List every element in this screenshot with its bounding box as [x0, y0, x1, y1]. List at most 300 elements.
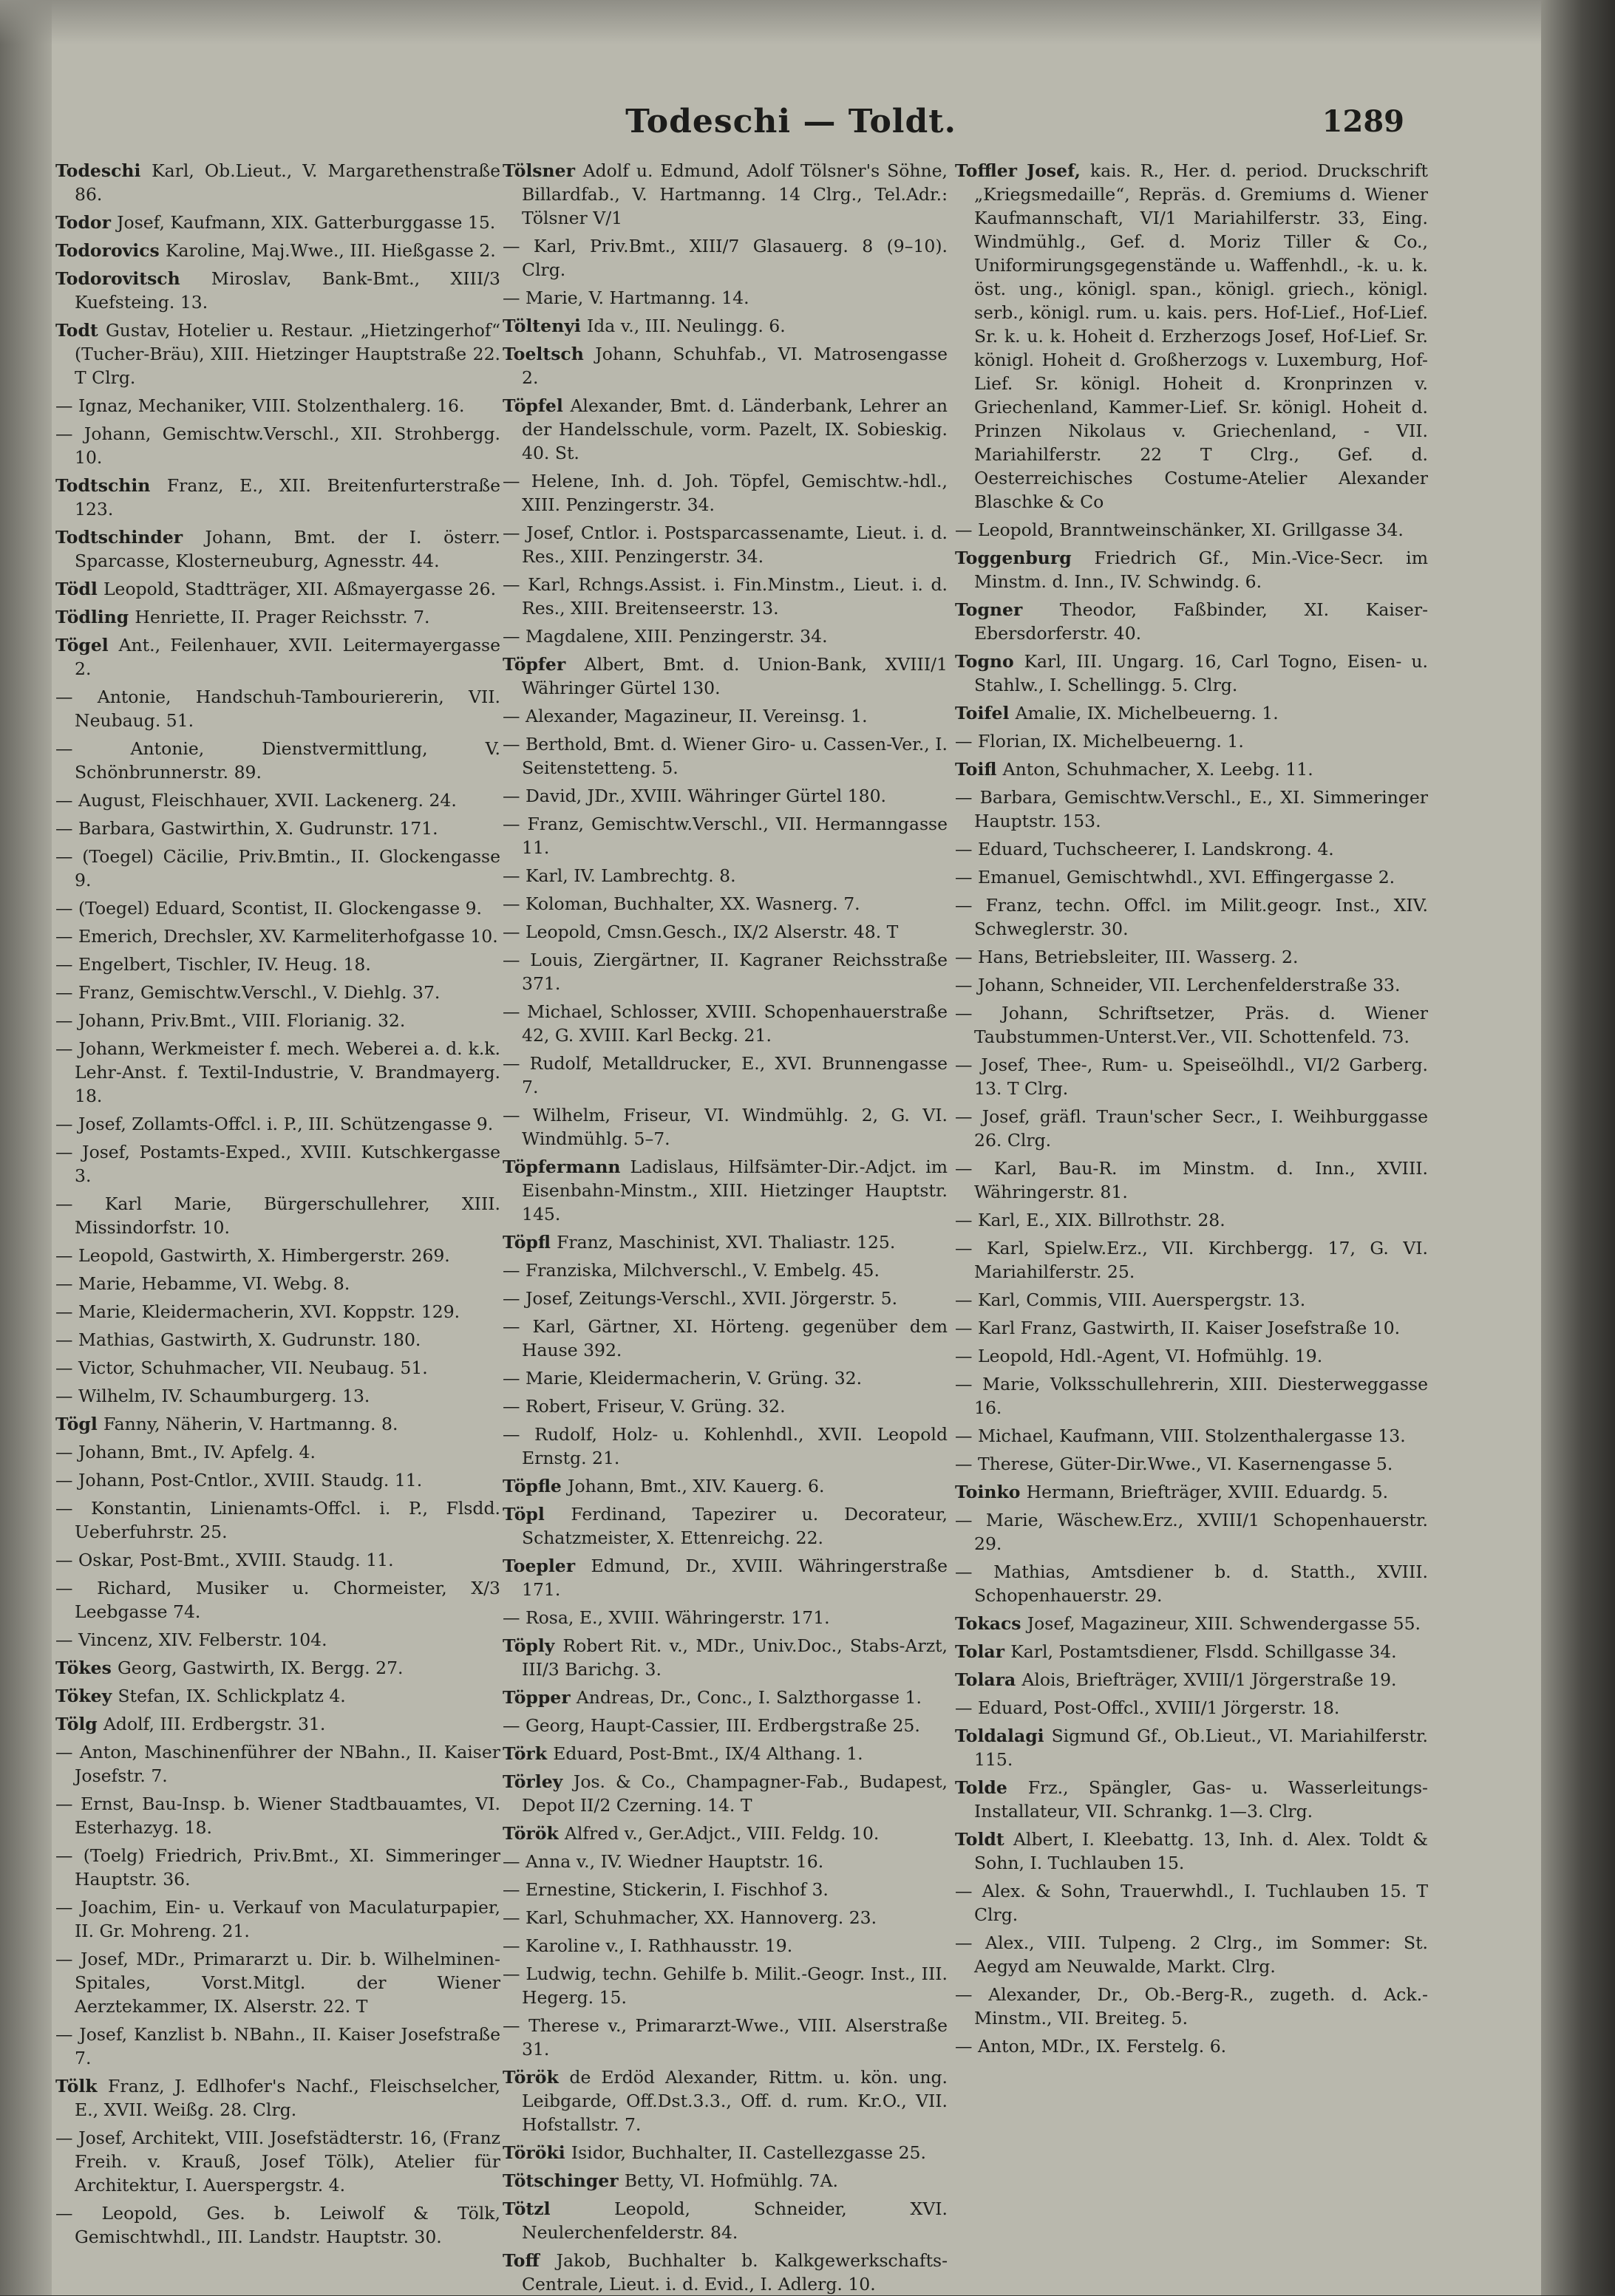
directory-entry: [955, 1696, 1428, 1720]
entry-surname: Toff: [503, 2250, 557, 2271]
entry-details: Ladislaus, Hilfsämter-Dir.-Adjct. im Eisenbahn-Minstm., XIII. Hietzinger Hauptstr. 145.: [522, 1156, 948, 1224]
directory-entry: [503, 1366, 948, 1390]
directory-entry: [503, 2197, 948, 2244]
directory-entry: [955, 1983, 1428, 2030]
entry-details: — David, JDr., XVIII. Währinger Gürtel 180.: [503, 786, 887, 806]
entry-surname: Töröki: [503, 2142, 571, 2163]
directory-entry: [55, 685, 500, 732]
entry-details: — Alexander, Magazineur, II. Vereinsg. 1.: [503, 706, 868, 726]
directory-entry: [503, 892, 948, 916]
directory-entry: [55, 159, 500, 206]
directory-entry: [503, 920, 948, 944]
entry-details: — Ernestine, Stickerin, I. Fischhof 3.: [503, 1879, 829, 1900]
directory-entry: [955, 786, 1428, 833]
entry-details: Stefan, IX. Schlickplatz 4.: [118, 1686, 346, 1706]
entry-details: Eduard, Post-Bmt., IX/4 Althang. 1.: [553, 1743, 863, 1764]
entry-details: Amalie, IX. Michelbeuerng. 1.: [1015, 703, 1279, 723]
entry-details: — Marie, Kleidermacherin, XVI. Koppstr. 129.: [55, 1301, 460, 1322]
entry-details: — Alexander, Dr., Ob.-Berg-R., zugeth. d. Ack.-Minstm., VII. Breiteg. 5.: [955, 1984, 1428, 2028]
directory-entry: [503, 812, 948, 859]
entry-details: — Johann, Werkmeister f. mech. Weberei a. d. k.k. Lehr-Anst. f. Textil-Industrie, V. Brandmayerg. 18.: [55, 1038, 500, 1106]
directory-entry: [503, 1742, 948, 1765]
directory-entry: [55, 474, 500, 521]
entry-surname: Törley: [503, 1771, 574, 1792]
entry-surname: Tödling: [55, 607, 135, 627]
entry-details: — Wilhelm, Friseur, VI. Windmühlg. 2, G. VI. Windmühlg. 5–7.: [503, 1105, 948, 1149]
directory-entry: [55, 1792, 500, 1839]
directory-entry: [955, 1612, 1428, 1635]
entry-details: — Leopold, Branntweinschänker, XI. Grillgasse 34.: [955, 520, 1404, 540]
directory-entry: [955, 1508, 1428, 1556]
entry-details: — Josef, MDr., Primararzt u. Dir. b. Wilhelminen-Spitales, Vorst.Mitgl. der Wiener Aerztekammer, IX. Alserstr. 22. T: [55, 1949, 500, 2017]
entry-details: Sigmund Gf., Ob.Lieut., VI. Mariahilferstr. 115.: [974, 1726, 1428, 1770]
entry-details: — Karl, Priv.Bmt., XIII/7 Glasauerg. 8 (9–10). Clrg.: [503, 236, 948, 280]
entry-details: — Oskar, Post-Bmt., XVIII. Staudg. 11.: [55, 1550, 394, 1570]
entry-details: — Franz, techn. Offcl. im Milit.geogr. Inst., XIV. Schweglerstr. 30.: [955, 895, 1428, 939]
entry-surname: Tokacs: [955, 1613, 1027, 1634]
directory-entry: [955, 1316, 1428, 1340]
directory-entry: [503, 1714, 948, 1737]
directory-entry: [503, 1606, 948, 1629]
directory-entry: [503, 1474, 948, 1498]
entry-details: — Robert, Friseur, V. Grüng. 32.: [503, 1396, 786, 1417]
directory-entry: [55, 1628, 500, 1652]
directory-entry: [503, 2141, 948, 2164]
entry-surname: Török: [503, 2067, 570, 2088]
entry-surname: Töltenyi: [503, 316, 587, 336]
entry-details: — Eduard, Tuchscheerer, I. Landskrong. 4.: [955, 839, 1334, 859]
entry-details: — (Toegel) Eduard, Scontist, II. Glockengasse 9.: [55, 898, 483, 919]
entry-details: — Marie, Kleidermacherin, V. Grüng. 32.: [503, 1368, 863, 1389]
entry-details: Edmund, Dr., XVIII. Währingerstraße 171.: [522, 1556, 948, 1600]
directory-entry: [55, 633, 500, 681]
directory-entry: [503, 2014, 948, 2061]
entry-details: — Hans, Betriebsleiter, III. Wasserg. 2.: [955, 947, 1299, 967]
directory-entry: [503, 469, 948, 517]
directory-entry: [503, 1155, 948, 1226]
entry-surname: Töpfel: [503, 395, 571, 416]
directory-entry: [503, 342, 948, 389]
directory-entry: [503, 1052, 948, 1099]
entry-surname: Toldt: [955, 1829, 1013, 1850]
directory-entry: [955, 159, 1428, 514]
entry-details: Friedrich Gf., Min.-Vice-Secr. im Minstm. d. Inn., IV. Schwindg. 6.: [974, 548, 1428, 592]
directory-entry: [503, 1850, 948, 1873]
directory-entry: [955, 1344, 1428, 1368]
directory-entry: [503, 1423, 948, 1470]
directory-entry: [955, 1452, 1428, 1476]
entry-details: Betty, VI. Hofmühlg. 7A.: [624, 2170, 838, 2191]
entry-surname: Töpper: [503, 1687, 577, 1708]
entry-details: Georg, Gastwirth, IX. Bergg. 27.: [118, 1658, 404, 1678]
entry-details: — August, Fleischhauer, XVII. Lackenerg. 24.: [55, 790, 457, 811]
entry-details: — Emanuel, Gemischtwhdl., XVI. Effingergasse 2.: [955, 867, 1395, 888]
entry-details: Jakob, Buchhalter b. Kalkgewerkschafts-Centrale, Lieut. i. d. Evid., I. Adlerg. 10.: [522, 2250, 948, 2295]
directory-entry: [503, 1878, 948, 1901]
entry-details: — Alex., VIII. Tulpeng. 2 Clrg., im Sommer: St. Aegyd am Neuwalde, Markt. Clrg.: [955, 1932, 1428, 1977]
entry-details: — Karl, Rchngs.Assist. i. Fin.Minstm., Lieut. i. d. Res., XIII. Breitenseerstr. 13.: [503, 574, 948, 619]
entry-details: Karoline, Maj.Wwe., III. Hießgasse 2.: [165, 240, 496, 261]
directory-entry: [55, 1192, 500, 1239]
entry-surname: Tögel: [55, 635, 119, 655]
entry-details: Franz, E., XII. Breitenfurterstraße 123.: [75, 475, 500, 520]
entry-details: — Leopold, Gastwirth, X. Himbergerstr. 269.: [55, 1245, 450, 1266]
entry-details: Albert, Bmt. d. Union-Bank, XVIII/1 Währinger Gürtel 130.: [522, 654, 948, 698]
directory-entry: [55, 1440, 500, 1464]
directory-entry: [55, 896, 500, 920]
entry-details: Alexander, Bmt. d. Länderbank, Lehrer an der Handelsschule, vorm. Pazelt, IX. Sobieskig. 40. St.: [522, 395, 948, 463]
directory-entry: [503, 1315, 948, 1362]
entry-details: — Marie, Volksschullehrerin, XIII. Diesterweggasse 16.: [955, 1374, 1428, 1418]
directory-entry: [955, 757, 1428, 781]
directory-entry: [55, 605, 500, 629]
directory-entry: [55, 737, 500, 784]
entry-details: — Therese, Güter-Dir.Wwe., VI. Kasernengasse 5.: [955, 1454, 1393, 1474]
entry-details: — Johann, Bmt., IV. Apfelg. 4.: [55, 1442, 316, 1462]
entry-details: kais. R., Her. d. period. Druckschrift „Kriegsmedaille“, Repräs. d. Gremiums d. Wiener Kaufmannschaft, VI/1 Mariahilferstr. 33, Eing. Windmühlg., Gef. d. Moriz Tiller & Co., Uniformirungsgegenstände u. Waffenhdl., -k. u. k. öst. ung., königl. span., königl. griech., königl. serb., königl. rum. u. kais. pers. Hof-Lief., Hof-Lief. Sr. k. u. k. Hoheit d. Erzherzogs Josef, Hof-Lief. Sr. königl. Hoheit d. Großherzogs v. Luxemburg, Hof-Lief. Sr. königl. Hoheit d. Kronprinzen v. Griechenland, Kammer-Lief. Sr. königl. Hoheit d. Prinzen Nikolaus v. Griechenland, - VII. Mariahilferstr. 22 T Clrg., Gef. d. Oesterreichisches Costume-Atelier Alexander Blaschke & Co: [974, 160, 1428, 512]
entry-surname: Todorovics: [55, 240, 166, 261]
entry-details: — Anton, MDr., IX. Ferstelg. 6.: [955, 2036, 1227, 2057]
entry-details: — Anna v., IV. Wiedner Hauptstr. 16.: [503, 1851, 824, 1872]
entry-details: — Karl, Commis, VIII. Auerspergstr. 13.: [955, 1290, 1306, 1310]
directory-entry: [955, 1560, 1428, 1607]
entry-details: — Johann, Post-Cntlor., XVIII. Staudg. 11.: [55, 1470, 423, 1491]
directory-entry: [503, 2169, 948, 2193]
entry-surname: Tötschinger: [503, 2170, 625, 2191]
directory-entry: [503, 864, 948, 888]
directory-entry: [55, 1947, 500, 2018]
entry-details: — Leopold, Ges. b. Leiwolf & Tölk, Gemischtwhdl., III. Landstr. Hauptstr. 30.: [55, 2203, 500, 2247]
entry-details: — Josef, Zollamts-Offcl. i. P., III. Schützengasse 9.: [55, 1114, 494, 1134]
entry-details: Anton, Schuhmacher, X. Leebg. 11.: [1002, 759, 1313, 780]
directory-entry: [55, 1684, 500, 1708]
directory-entry: [503, 159, 948, 230]
entry-details: — Johann, Gemischtw.Verschl., XII. Strohbergg. 10.: [55, 423, 500, 468]
entry-details: Ant., Feilenhauer, XVII. Leitermayergasse 2.: [75, 635, 501, 679]
directory-entry: [55, 924, 500, 948]
directory-entry: [503, 784, 948, 808]
entry-details: — Joachim, Ein- u. Verkauf von Maculaturpapier, II. Gr. Mohreng. 21.: [55, 1897, 500, 1941]
entry-details: Alois, Briefträger, XVIII/1 Jörgerstraße 19.: [1021, 1669, 1397, 1690]
entry-details: — Josef, Postamts-Exped., XVIII. Kutschkergasse 3.: [55, 1142, 500, 1186]
entry-details: — Helene, Inh. d. Joh. Töpfel, Gemischtw.-hdl., XIII. Penzingerstr. 34.: [503, 471, 948, 515]
directory-entry: [955, 2034, 1428, 2058]
entry-details: — Wilhelm, IV. Schaumburgerg. 13.: [55, 1386, 370, 1406]
directory-entry: [955, 1053, 1428, 1100]
directory-entry: [503, 704, 948, 728]
directory-entry: [503, 1103, 948, 1151]
page-gutter-shadow: [0, 0, 52, 2295]
entry-surname: Togno: [955, 651, 1024, 672]
entry-details: Albert, I. Kleebattg. 13, Inh. d. Alex. Toldt & Sohn, I. Tuchlauben 15.: [974, 1829, 1428, 1873]
directory-entry: [55, 525, 500, 573]
entry-surname: Tödl: [55, 579, 103, 599]
entry-details: — Antonie, Handschuh-Tambouriererin, VII. Neubaug. 51.: [55, 687, 500, 731]
directory-entry: [955, 893, 1428, 941]
entry-surname: Töpfle: [503, 1476, 568, 1496]
entry-details: — Rosa, E., XVIII. Währingerstr. 171.: [503, 1607, 830, 1628]
directory-entry: [55, 1112, 500, 1136]
directory-entry: [55, 1656, 500, 1680]
entry-details: — Karl Marie, Bürgerschullehrer, XIII. Missindorfstr. 10.: [55, 1193, 500, 1238]
column-2: [503, 159, 948, 2295]
directory-entry: [55, 1140, 500, 1188]
entry-details: — Koloman, Buchhalter, XX. Wasnerg. 7.: [503, 893, 860, 914]
directory-entry: [955, 546, 1428, 593]
directory-entry: [503, 732, 948, 780]
entry-details: — Josef, Zeitungs-Verschl., XVII. Jörgerstr. 5.: [503, 1288, 898, 1309]
entry-details: — Engelbert, Tischler, IV. Heug. 18.: [55, 954, 371, 975]
directory-entry: [55, 2126, 500, 2197]
directory-entry: [55, 2074, 500, 2122]
entry-details: — Josef, Architekt, VIII. Josefstädterstr. 16, (Franz Freih. v. Krauß, Josef Tölk), Atelier für Architektur, I. Auerspergstr. 4.: [55, 2128, 500, 2195]
entry-surname: Tölg: [55, 1714, 103, 1734]
directory-entry: [955, 1776, 1428, 1823]
entry-surname: Tölsner: [503, 160, 583, 181]
directory-entry: [55, 1384, 500, 1408]
entry-surname: Toggenburg: [955, 548, 1095, 568]
entry-surname: Törk: [503, 1743, 554, 1764]
directory-entry: [55, 1844, 500, 1891]
directory-entry: [503, 1000, 948, 1047]
entry-surname: Töply: [503, 1635, 563, 1656]
entry-details: Alfred v., Ger.Adjct., VIII. Feldg. 10.: [564, 1823, 880, 1844]
directory-entry: [55, 422, 500, 469]
directory-entry: [955, 1372, 1428, 1420]
directory-entry: [503, 521, 948, 568]
entry-surname: Töpfer: [503, 654, 585, 675]
directory-entry: [55, 1356, 500, 1380]
entry-surname: Togner: [955, 599, 1060, 620]
entry-details: — Josef, Cntlor. i. Postsparcassenamte, Lieut. i. d. Res., XIII. Penzingerstr. 34.: [503, 522, 948, 567]
entry-details: — Johann, Priv.Bmt., VIII. Florianig. 32.: [55, 1010, 406, 1031]
directory-entry: [503, 1554, 948, 1601]
entry-details: — Franziska, Milchverschl., V. Embelg. 45.: [503, 1260, 880, 1281]
entry-details: Johann, Bmt. der I. österr. Sparcasse, Klosterneuburg, Agnesstr. 44.: [75, 527, 500, 571]
directory-entry: [55, 1895, 500, 1943]
entry-surname: Todtschin: [55, 475, 167, 496]
entry-details: Isidor, Buchhalter, II. Castellezgasse 25.: [571, 2142, 926, 2163]
directory-entry: [955, 598, 1428, 645]
directory-entry: [55, 1328, 500, 1352]
page-header: [148, 100, 1434, 159]
entry-surname: Toifel: [955, 703, 1016, 723]
directory-entry: [503, 1906, 948, 1929]
entry-details: — (Toegel) Cäcilie, Priv.Bmtin., II. Glockengasse 9.: [55, 846, 500, 890]
directory-entry: [503, 1822, 948, 1845]
entry-details: — Antonie, Dienstvermittlung, V. Schönbrunnerstr. 89.: [55, 738, 500, 783]
book-page-edges: [1541, 0, 1615, 2295]
entry-details: Adolf u. Edmund, Adolf Tölsner's Söhne, Billardfab., V. Hartmanng. 14 Clrg., Tel.Adr.: Tölsner V/1: [522, 160, 948, 228]
directory-entry: [503, 1502, 948, 1550]
entry-details: — Karl, Spielw.Erz., VII. Kirchbergg. 17, G. VI. Mariahilferstr. 25.: [955, 1238, 1428, 1282]
directory-entry: [55, 953, 500, 976]
entry-details: — Marie, V. Hartmanng. 14.: [503, 287, 749, 308]
directory-entry: [503, 1770, 948, 1817]
directory-entry: [955, 1879, 1428, 1927]
entry-details: Johann, Schuhfab., VI. Matrosengasse 2.: [522, 344, 948, 388]
entry-surname: Toldalagi: [955, 1726, 1052, 1746]
directory-entry: [955, 1288, 1428, 1312]
entry-details: — Karl, Gärtner, XI. Hörteng. gegenüber dem Hause 392.: [503, 1316, 948, 1360]
directory-entry: [55, 1300, 500, 1324]
entry-details: — Karl, E., XIX. Billrothstr. 28.: [955, 1210, 1225, 1230]
directory-entry: [55, 2023, 500, 2070]
entry-details: — Mathias, Amtsdiener b. d. Statth., XVIII. Schopenhauerstr. 29.: [955, 1561, 1428, 1606]
page-number: 1289: [1322, 104, 1404, 139]
directory-entry: [955, 945, 1428, 969]
entry-details: — Barbara, Gastwirthin, X. Gudrunstr. 171.: [55, 818, 438, 839]
entry-details: Franz, J. Edlhofer's Nachf., Fleischselcher, E., XVII. Weißg. 28. Clrg.: [75, 2076, 500, 2120]
entry-surname: Toeltsch: [503, 344, 596, 364]
entry-details: — Franz, Gemischtw.Verschl., V. Diehlg. 37.: [55, 982, 441, 1003]
entry-details: — Eduard, Post-Offcl., XVIII/1 Jörgerstr. 18.: [955, 1697, 1340, 1718]
entry-surname: Tötzl: [503, 2198, 615, 2219]
directory-entry: [55, 1496, 500, 1544]
directory-entry: [55, 1548, 500, 1572]
directory-entry: [55, 1468, 500, 1492]
directory-entry: [503, 624, 948, 648]
entry-details: — Vincenz, XIV. Felberstr. 104.: [55, 1629, 327, 1650]
entry-details: Josef, Magazineur, XIII. Schwendergasse 55.: [1027, 1613, 1421, 1634]
directory-entry: [55, 981, 500, 1004]
entry-details: — Florian, IX. Michelbeuerng. 1.: [955, 731, 1244, 752]
directory-entry: [955, 1236, 1428, 1284]
entry-details: Theodor, Faßbinder, XI. Kaiser-Ebersdorferstr. 40.: [974, 599, 1429, 644]
directory-entry: [955, 1001, 1428, 1049]
entry-details: — Karl, Bau-R. im Minstm. d. Inn., XVIII. Währingerstr. 81.: [955, 1158, 1428, 1202]
directory-entry: [55, 1272, 500, 1295]
directory-entry: [955, 1668, 1428, 1692]
entry-details: — Johann, Schneider, VII. Lerchenfelderstraße 33.: [955, 975, 1401, 995]
entry-details: Leopold, Stadtträger, XII. Aßmayergasse 26.: [103, 579, 497, 599]
entry-details: — Josef, Thee-, Rum- u. Speiseölhdl., VI/2 Garberg. 13. T Clrg.: [955, 1055, 1428, 1099]
directory-entry: [955, 518, 1428, 542]
directory-entry: [955, 1208, 1428, 1232]
directory-entry: [55, 211, 500, 234]
directory-entry: [503, 1230, 948, 1254]
entry-details: — Mathias, Gastwirth, X. Gudrunstr. 180.: [55, 1329, 421, 1350]
directory-entry: [955, 1480, 1428, 1504]
entry-details: Johann, Bmt., XIV. Kauerg. 6.: [568, 1476, 825, 1496]
entry-surname: Todt: [55, 320, 106, 341]
column-1: [55, 159, 501, 2247]
entry-details: — Josef, Kanzlist b. NBahn., II. Kaiser Josefstraße 7.: [55, 2024, 500, 2068]
entry-details: Jos. & Co., Champagner-Fab., Budapest, Depot II/2 Czerning. 14. T: [522, 1771, 948, 1816]
entry-details: — Georg, Haupt-Cassier, III. Erdbergstraße 25.: [503, 1715, 920, 1736]
entry-surname: Todorovitsch: [55, 268, 211, 289]
entry-details: Henriette, II. Prager Reichsstr. 7.: [135, 607, 430, 627]
entry-details: — Alex. & Sohn, Trauerwhdl., I. Tuchlauben 15. T Clrg.: [955, 1881, 1428, 1925]
entry-details: — Berthold, Bmt. d. Wiener Giro- u. Cassen-Ver., I. Seitenstetteng. 5.: [503, 734, 948, 778]
directory-entry: [55, 845, 500, 892]
directory-entry: [55, 577, 500, 601]
entry-details: — Franz, Gemischtw.Verschl., VII. Hermanngasse 11.: [503, 814, 948, 858]
entry-details: Miroslav, Bank-Bmt., XIII/3 Kuefsteing. 13.: [75, 268, 500, 313]
directory-entry: [55, 318, 500, 389]
entry-details: — Ludwig, techn. Gehilfe b. Milit.-Geogr. Inst., III. Hegerg. 15.: [503, 1963, 948, 2008]
entry-surname: Töpfl: [503, 1232, 557, 1253]
entry-details: — Barbara, Gemischtw.Verschl., E., XI. Simmeringer Hauptstr. 153.: [955, 787, 1428, 831]
entry-details: Josef, Kaufmann, XIX. Gatterburggasse 15.: [117, 212, 496, 233]
entry-surname: Todtschinder: [55, 527, 205, 548]
directory-entry: [955, 1931, 1428, 1978]
entry-details: — Therese v., Primararzt-Wwe., VIII. Alserstraße 31.: [503, 2015, 948, 2060]
directory-entry: [503, 2249, 948, 2296]
entry-details: — Karoline v., I. Rathhausstr. 19.: [503, 1935, 793, 1956]
entry-details: — Ernst, Bau-Insp. b. Wiener Stadtbauamtes, VI. Esterhazyg. 18.: [55, 1793, 500, 1838]
entry-surname: Todeschi: [55, 160, 152, 181]
entry-details: — Richard, Musiker u. Chormeister, X/3 Leebgasse 74.: [55, 1578, 500, 1622]
directory-entry: [955, 973, 1428, 997]
entry-details: Gustav, Hotelier u. Restaur. „Hietzingerhof“ (Tucher-Bräu), XIII. Hietzinger Hauptstraße 22. T Clrg.: [75, 320, 500, 388]
entry-details: — Rudolf, Holz- u. Kohlenhdl., XVII. Leopold Ernstg. 21.: [503, 1424, 948, 1468]
directory-entry: [955, 1827, 1428, 1875]
entry-surname: Toffler Josef,: [955, 160, 1090, 181]
entry-surname: Toifl: [955, 759, 1003, 780]
entry-details: Ferdinand, Tapezirer u. Decorateur, Schatzmeister, X. Ettenreichg. 22.: [522, 1504, 948, 1548]
directory-entry: [955, 837, 1428, 861]
entry-details: — Konstantin, Linienamts-Offcl. i. P., Flsdd. Ueberfuhrstr. 25.: [55, 1498, 500, 1542]
entry-details: — Ignaz, Mechaniker, VIII. Stolzenthalerg. 16.: [55, 395, 465, 416]
directory-entry: [503, 314, 948, 338]
page-top-shadow: [0, 0, 1615, 44]
entry-details: — Leopold, Hdl.-Agent, VI. Hofmühlg. 19.: [955, 1346, 1323, 1366]
entry-details: de Erdöd Alexander, Rittm. u. kön. ung. Leibgarde, Off.Dst.3.3., Off. d. rum. Kr.O., VII. Hofstallstr. 7.: [522, 2067, 948, 2135]
entry-surname: Tögl: [55, 1414, 103, 1434]
entry-details: — Anton, Maschinenführer der NBahn., II. Kaiser Josefstr. 7.: [55, 1742, 500, 1786]
directory-entry: [503, 653, 948, 700]
entry-surname: Török: [503, 1823, 565, 1844]
entry-details: — Marie, Wäschew.Erz., XVIII/1 Schopenhauerstr. 29.: [955, 1510, 1428, 1554]
directory-entry: [503, 1258, 948, 1282]
directory-entry: [503, 2065, 948, 2136]
directory-entry: [503, 1686, 948, 1709]
running-head: Todeschi — Toldt.: [625, 103, 956, 140]
entry-details: — Karl, IV. Lambrechtg. 8.: [503, 865, 736, 886]
column-3: [955, 159, 1428, 2228]
directory-entry: [55, 267, 500, 314]
entry-surname: Toinko: [955, 1482, 1027, 1502]
directory-entry: [955, 1640, 1428, 1663]
directory-entry: [503, 948, 948, 995]
entry-surname: Toepler: [503, 1556, 591, 1576]
directory-entry: [503, 1394, 948, 1418]
directory-entry: [955, 701, 1428, 725]
entry-details: Hermann, Briefträger, XVIII. Eduardg. 5.: [1026, 1482, 1389, 1502]
entry-details: Karl, III. Ungarg. 16, Carl Togno, Eisen- u. Stahlw., I. Schellingg. 5. Clrg.: [974, 651, 1428, 695]
entry-details: — Josef, gräfl. Traun'scher Secr., I. Weihburggasse 26. Clrg.: [955, 1106, 1428, 1151]
entry-surname: Tolar: [955, 1641, 1011, 1662]
entry-details: — Louis, Ziergärtner, II. Kagraner Reichsstraße 371.: [503, 950, 948, 994]
directory-entry: [503, 286, 948, 310]
entry-details: — Michael, Schlosser, XVIII. Schopenhauerstraße 42, G. XVIII. Karl Beckg. 21.: [503, 1001, 948, 1046]
directory-entry: [955, 1424, 1428, 1448]
entry-details: Leopold, Schneider, XVI. Neulerchenfelderstr. 84.: [522, 2198, 948, 2243]
entry-surname: Todor: [55, 212, 118, 233]
directory-entry: [955, 1105, 1428, 1152]
entry-details: — Magdalene, XIII. Penzingerstr. 34.: [503, 626, 828, 647]
directory-entry: [955, 1724, 1428, 1771]
entry-surname: Töpl: [503, 1504, 571, 1525]
directory-entry: [503, 234, 948, 282]
directory-entry: [955, 1156, 1428, 1204]
directory-entry: [55, 788, 500, 812]
directory-entry: [503, 573, 948, 620]
entry-surname: Tolde: [955, 1777, 1028, 1798]
directory-entry: [55, 239, 500, 262]
entry-details: Karl, Ob.Lieut., V. Margarethenstraße 86.: [75, 160, 500, 205]
